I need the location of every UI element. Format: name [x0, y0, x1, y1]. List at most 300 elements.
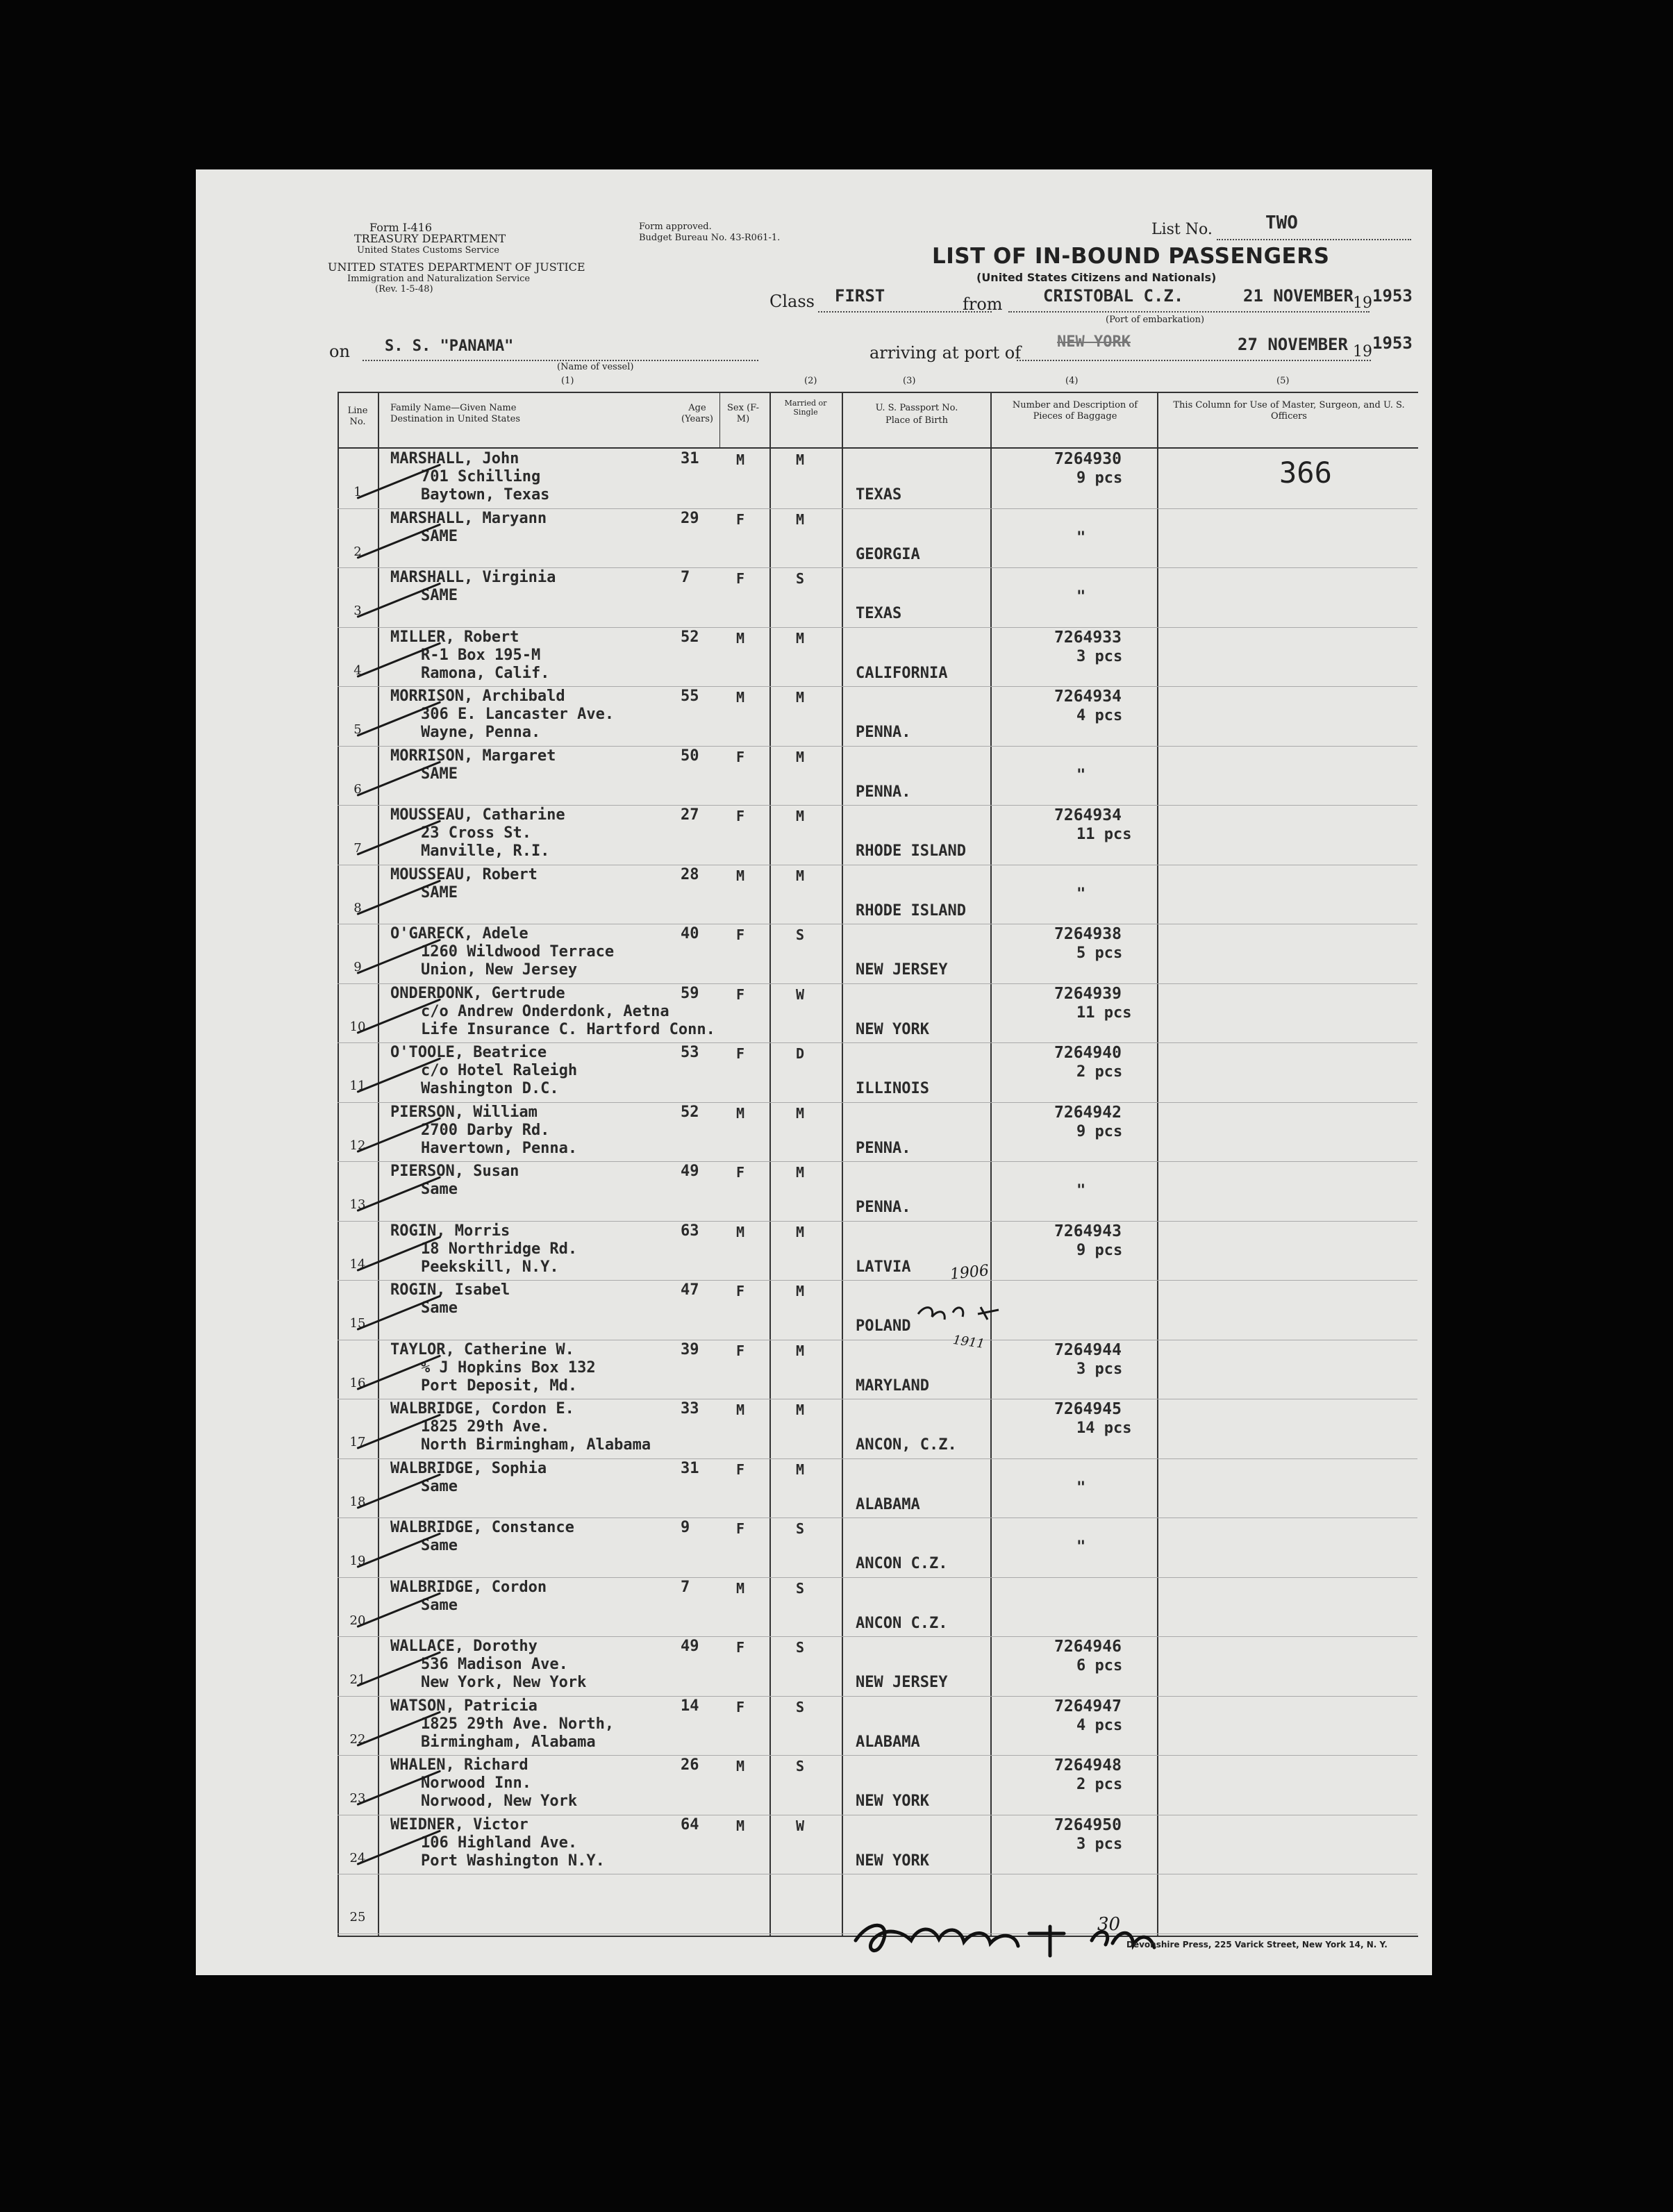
- line-number: 25: [349, 1910, 366, 1924]
- passenger-name: O'TOOLE, Beatrice: [390, 1044, 547, 1061]
- row-separator: [338, 567, 1417, 568]
- address-line-2: Ramona, Calif.: [421, 664, 550, 682]
- row-separator: [338, 1755, 1417, 1756]
- sex: F: [736, 1045, 745, 1062]
- address-line-1: 18 Northridge Rd.: [421, 1240, 578, 1258]
- address-line-2: Port Washington N.Y.: [421, 1852, 605, 1870]
- address-line-2: Norwood, New York: [421, 1793, 578, 1810]
- sex: F: [736, 570, 745, 587]
- passenger-name: ROGIN, Morris: [390, 1222, 510, 1240]
- sex: F: [736, 986, 745, 1003]
- marital-status: S: [796, 1698, 805, 1715]
- marital-status: M: [796, 1342, 805, 1359]
- place-of-birth: NEW YORK: [856, 1793, 929, 1810]
- line-number: 1: [353, 485, 362, 499]
- from-label: from: [963, 294, 1003, 314]
- signature-date: 30: [1097, 1914, 1121, 1935]
- from-line: [1008, 311, 1370, 313]
- row-separator: [338, 1696, 1417, 1697]
- col-divider: [990, 392, 992, 1937]
- passenger-name: WALBRIDGE, Constance: [390, 1519, 574, 1536]
- address-line-1: Same: [421, 1299, 458, 1317]
- address-line-1: 23 Cross St.: [421, 824, 531, 842]
- col-divider: [378, 392, 379, 1937]
- address-line-1: 1825 29th Ave. North,: [421, 1715, 615, 1733]
- age: 29: [681, 509, 699, 527]
- address-line-1: Same: [421, 1181, 458, 1198]
- row-separator: [338, 805, 1417, 806]
- passenger-name: PIERSON, William: [390, 1103, 538, 1121]
- baggage: 11 pcs: [1076, 826, 1132, 843]
- age: 63: [681, 1222, 699, 1240]
- passport-number: 7264938: [1054, 925, 1122, 943]
- line-number: 24: [349, 1850, 366, 1865]
- marital-status: M: [796, 689, 805, 706]
- line-number: 11: [349, 1079, 366, 1093]
- baggage: ": [1076, 588, 1086, 606]
- sex: M: [736, 1223, 745, 1240]
- place-of-birth: TEXAS: [856, 486, 902, 504]
- line-number: 2: [353, 544, 362, 559]
- naturalization-scribble: [911, 1299, 1022, 1340]
- age: 26: [681, 1756, 699, 1774]
- manifest-sheet: [196, 169, 1432, 1975]
- address-line-1: Same: [421, 1537, 458, 1554]
- place-of-birth: ALABAMA: [856, 1733, 920, 1751]
- sex: M: [736, 629, 745, 647]
- line-number: 9: [353, 960, 362, 974]
- embark-note: (Port of embarkation): [1106, 315, 1205, 325]
- place-of-birth: ANCON C.Z.: [856, 1555, 948, 1572]
- colnum-5: (5): [1276, 376, 1290, 386]
- address-line-2: Birmingham, Alabama: [421, 1733, 596, 1751]
- marital-status: M: [796, 629, 805, 647]
- col-divider: [842, 392, 843, 1937]
- age: 49: [681, 1163, 699, 1180]
- list-no-line: [1217, 239, 1411, 240]
- sex: M: [736, 1579, 745, 1597]
- passport-number: 7264940: [1054, 1044, 1122, 1062]
- year-prefix-2: 19: [1353, 343, 1372, 360]
- line-number: 19: [349, 1554, 366, 1568]
- col-divider: [1157, 392, 1158, 1937]
- budget-bureau: Budget Bureau No. 43-R061-1.: [639, 233, 781, 243]
- passenger-name: WATSON, Patricia: [390, 1697, 538, 1715]
- latvia-year-note: 1906: [949, 1262, 990, 1283]
- place-of-birth: MARYLAND: [856, 1377, 929, 1395]
- passport-number: 7264947: [1054, 1697, 1122, 1715]
- baggage: 3 pcs: [1076, 1835, 1123, 1853]
- passenger-name: TAYLOR, Catherine W.: [390, 1340, 574, 1358]
- passenger-name: WALLACE, Dorothy: [390, 1638, 538, 1655]
- row-separator: [338, 1102, 1417, 1103]
- place-of-birth: ANCON C.Z.: [856, 1614, 948, 1632]
- passenger-name: WEIDNER, Victor: [390, 1815, 528, 1833]
- arrival-line: [1017, 360, 1371, 361]
- vessel-line: [363, 360, 758, 361]
- marital-status: W: [796, 986, 805, 1003]
- col-divider: [769, 392, 771, 1937]
- passenger-name: WALBRIDGE, Sophia: [390, 1459, 547, 1477]
- passport-number: 7264939: [1054, 984, 1122, 1003]
- marital-status: S: [796, 1758, 805, 1774]
- colnum-4: (4): [1065, 376, 1079, 386]
- address-line-1: 1260 Wildwood Terrace: [421, 943, 615, 961]
- line-number: 8: [353, 900, 362, 915]
- age: 49: [681, 1638, 699, 1655]
- baggage: 4 pcs: [1076, 707, 1123, 724]
- row-separator: [338, 1517, 1417, 1518]
- header-destination: Destination in United States: [390, 414, 520, 424]
- row-separator: [338, 1458, 1417, 1459]
- arrival-year: 1953: [1372, 333, 1413, 353]
- passport-number: 7264946: [1054, 1638, 1122, 1656]
- header-baggage: Number and Description of Pieces of Baggage: [1012, 400, 1138, 422]
- baggage: ": [1076, 1182, 1086, 1199]
- place-of-birth: PENNA.: [856, 1199, 911, 1216]
- address-line-1: R-1 Box 195-M: [421, 646, 541, 664]
- marital-status: M: [796, 1104, 805, 1122]
- address-line-2: Washington D.C.: [421, 1080, 559, 1097]
- age: 52: [681, 1103, 699, 1121]
- place-of-birth: ANCON, C.Z.: [856, 1436, 957, 1454]
- passenger-name: MOUSSEAU, Robert: [390, 865, 538, 883]
- sex: F: [736, 1164, 745, 1181]
- age: 40: [681, 925, 699, 942]
- sex: M: [736, 451, 745, 468]
- arrival-date: 27 NOVEMBER: [1238, 335, 1348, 354]
- age: 52: [681, 628, 699, 646]
- marital-status: M: [796, 748, 805, 765]
- line-number: 10: [349, 1019, 366, 1034]
- header-birthplace: Place of Birth: [885, 415, 949, 426]
- passenger-name: WHALEN, Richard: [390, 1756, 528, 1774]
- place-of-birth: PENNA.: [856, 1139, 911, 1157]
- colnum-2: (2): [804, 376, 817, 386]
- address-line-2: New York, New York: [421, 1674, 587, 1691]
- colnum-1: (1): [561, 376, 574, 386]
- row-separator: [338, 1221, 1417, 1222]
- address-line-1: Norwood Inn.: [421, 1774, 531, 1792]
- printer-credit: Devonshire Press, 225 Varick Street, New York 14, N. Y.: [1126, 1940, 1388, 1949]
- passport-number: 7264948: [1054, 1756, 1122, 1774]
- passport-number: 7264930: [1054, 450, 1122, 468]
- passport-number: 7264942: [1054, 1103, 1122, 1122]
- sex: F: [736, 1698, 745, 1715]
- marital-status: M: [796, 808, 805, 824]
- marital-status: S: [796, 1639, 805, 1656]
- baggage: 4 pcs: [1076, 1716, 1123, 1734]
- treasury-dept: TREASURY DEPARTMENT: [354, 232, 506, 245]
- marital-status: M: [796, 510, 805, 528]
- row-separator: [338, 983, 1417, 984]
- marital-status: W: [796, 1817, 805, 1834]
- line-number: 17: [349, 1435, 366, 1449]
- age: 50: [681, 747, 699, 765]
- marital-status: M: [796, 1223, 805, 1240]
- line-number: 14: [349, 1256, 366, 1272]
- passenger-name: WALBRIDGE, Cordon E.: [390, 1400, 574, 1417]
- passenger-name: MARSHALL, Virginia: [390, 569, 556, 586]
- header-sex: Sex (F-M): [727, 403, 759, 424]
- age: 31: [681, 1459, 699, 1477]
- passenger-name: ROGIN, Isabel: [390, 1281, 510, 1299]
- row-separator: [338, 1042, 1417, 1043]
- passenger-name: PIERSON, Susan: [390, 1163, 519, 1180]
- marital-status: S: [796, 1579, 805, 1597]
- baggage: 2 pcs: [1076, 1776, 1123, 1793]
- address-line-2: Port Deposit, Md.: [421, 1377, 578, 1395]
- passport-number: 7264933: [1054, 628, 1122, 647]
- marital-status: D: [796, 1045, 805, 1062]
- line-number: 4: [353, 663, 362, 678]
- address-line-2: Manville, R.I.: [421, 842, 550, 860]
- address-line-1: c/o Andrew Onderdonk, Aetna: [421, 1002, 669, 1020]
- sex: M: [736, 1402, 745, 1418]
- place-of-birth: POLAND: [856, 1317, 911, 1335]
- sex: M: [736, 1758, 745, 1774]
- address-line-2: Havertown, Penna.: [421, 1139, 578, 1157]
- age: 55: [681, 688, 699, 705]
- revision: (Rev. 1-5-48): [375, 284, 433, 294]
- class-value: FIRST: [835, 286, 885, 306]
- baggage: ": [1076, 885, 1086, 903]
- list-no-label: List No.: [1151, 221, 1213, 238]
- header-line-no: Line No.: [347, 406, 368, 427]
- colnum-3: (3): [903, 376, 916, 386]
- address-line-1: SAME: [421, 587, 458, 604]
- passport-number: 7264934: [1054, 688, 1122, 706]
- place-of-birth: ALABAMA: [856, 1495, 920, 1513]
- sex: F: [736, 808, 745, 824]
- baggage: ": [1076, 1538, 1086, 1556]
- marital-status: M: [796, 867, 805, 884]
- passport-number: 7264950: [1054, 1815, 1122, 1834]
- place-of-birth: PENNA.: [856, 724, 911, 741]
- place-of-birth: LATVIA: [856, 1258, 911, 1276]
- address-line-1: 106 Highland Ave.: [421, 1833, 578, 1852]
- on-label: on: [329, 342, 350, 361]
- age: 7: [681, 569, 690, 586]
- poland-year-note: 1911: [951, 1332, 986, 1352]
- passenger-name: MILLER, Robert: [390, 628, 519, 646]
- sex: M: [736, 1817, 745, 1834]
- sex: F: [736, 1461, 745, 1478]
- passenger-name: ONDERDONK, Gertrude: [390, 984, 565, 1002]
- address-line-2: Baytown, Texas: [421, 486, 550, 504]
- sex: F: [736, 1520, 745, 1537]
- line-number: 15: [349, 1316, 366, 1331]
- place-of-birth: GEORGIA: [856, 545, 920, 563]
- class-label: Class: [769, 292, 815, 311]
- address-line-2: Peekskill, N.Y.: [421, 1258, 559, 1276]
- baggage: 6 pcs: [1076, 1657, 1123, 1674]
- passenger-name: MARSHALL, John: [390, 450, 519, 467]
- baggage: 9 pcs: [1076, 1241, 1123, 1259]
- address-line-1: 536 Madison Ave.: [421, 1656, 568, 1673]
- header-name: Family Name—Given Name: [390, 403, 517, 413]
- row-separator: [338, 1161, 1417, 1162]
- address-line-1: 1825 29th Ave.: [421, 1418, 550, 1436]
- baggage: 5 pcs: [1076, 945, 1123, 962]
- baggage: 14 pcs: [1076, 1420, 1132, 1437]
- place-of-birth: NEW YORK: [856, 1020, 929, 1038]
- from-port: CRISTOBAL C.Z.: [1043, 286, 1184, 306]
- baggage: ": [1076, 529, 1086, 547]
- age: 53: [681, 1044, 699, 1061]
- header-officers: This Column for Use of Master, Surgeon, and U. S. Officers: [1173, 400, 1405, 422]
- age: 39: [681, 1340, 699, 1358]
- address-line-1: 306 E. Lancaster Ave.: [421, 706, 615, 723]
- age: 28: [681, 865, 699, 883]
- age: 7: [681, 1578, 690, 1596]
- address-line-1: c/o Hotel Raleigh: [421, 1062, 578, 1079]
- sex: M: [736, 689, 745, 706]
- sex: M: [736, 1104, 745, 1122]
- address-line-1: Same: [421, 1477, 458, 1495]
- address-line-1: SAME: [421, 527, 458, 545]
- place-of-birth: PENNA.: [856, 783, 911, 801]
- age: 9: [681, 1519, 690, 1536]
- sex: F: [736, 510, 745, 528]
- sex: F: [736, 1639, 745, 1656]
- arriving-label: arriving at port of: [869, 343, 1022, 363]
- justice-dept: UNITED STATES DEPARTMENT OF JUSTICE: [328, 260, 585, 274]
- arrival-port: NEW YORK: [1057, 333, 1131, 351]
- list-no-value: TWO: [1265, 213, 1298, 233]
- header-age: Age (Years): [681, 403, 713, 424]
- vessel-name: S. S. "PANAMA": [385, 338, 514, 355]
- baggage: 2 pcs: [1076, 1063, 1123, 1081]
- header-marital: Married or Single: [784, 399, 827, 417]
- year-prefix: 19: [1353, 294, 1372, 312]
- age: 14: [681, 1697, 699, 1715]
- line-number: 23: [349, 1791, 366, 1806]
- passport-number: 7264944: [1054, 1340, 1122, 1359]
- line-number: 20: [349, 1613, 366, 1628]
- line-number: 22: [349, 1731, 366, 1747]
- age: 47: [681, 1281, 699, 1299]
- row-separator: [338, 627, 1417, 628]
- age: 33: [681, 1400, 699, 1417]
- place-of-birth: ILLINOIS: [856, 1080, 929, 1097]
- passenger-name: MOUSSEAU, Catharine: [390, 806, 565, 824]
- table-top-border: [338, 392, 1418, 393]
- line-number: 12: [349, 1138, 366, 1153]
- address-line-2: Union, New Jersey: [421, 961, 578, 979]
- passenger-name: MORRISON, Archibald: [390, 688, 565, 705]
- address-line-1: 701 Schilling: [421, 468, 541, 485]
- baggage: ": [1076, 766, 1086, 784]
- line-number: 6: [353, 781, 362, 797]
- passport-number: 7264943: [1054, 1222, 1122, 1240]
- from-date: 21 NOVEMBER: [1243, 286, 1354, 306]
- form-number: Form I-416: [369, 221, 433, 234]
- marital-status: M: [796, 1164, 805, 1181]
- address-line-1: SAME: [421, 883, 458, 901]
- from-year: 1953: [1372, 286, 1413, 306]
- place-of-birth: RHODE ISLAND: [856, 901, 966, 920]
- place-of-birth: RHODE ISLAND: [856, 842, 966, 860]
- address-line-1: SAME: [421, 765, 458, 783]
- address-line-2: Life Insurance C. Hartford Conn.: [421, 1020, 715, 1038]
- baggage: 9 pcs: [1076, 469, 1123, 487]
- marital-status: S: [796, 1520, 805, 1537]
- place-of-birth: TEXAS: [856, 605, 902, 622]
- address-line-2: North Birmingham, Alabama: [421, 1436, 651, 1454]
- marital-status: M: [796, 1283, 805, 1299]
- row-separator: [338, 686, 1417, 687]
- line-number: 5: [353, 722, 362, 737]
- form-approved: Form approved.: [639, 222, 712, 232]
- header-bottom-border: [338, 447, 1418, 449]
- table-left-border: [338, 392, 339, 1937]
- age: 31: [681, 450, 699, 467]
- baggage: 3 pcs: [1076, 647, 1123, 665]
- baggage: 3 pcs: [1076, 1360, 1123, 1378]
- form-subtitle: (United States Citizens and Nationals): [976, 271, 1217, 284]
- baggage: 11 pcs: [1076, 1004, 1132, 1022]
- address-line-1: 2700 Darby Rd.: [421, 1121, 550, 1139]
- age: 27: [681, 806, 699, 824]
- line-number: 18: [349, 1494, 366, 1509]
- age: 59: [681, 984, 699, 1002]
- line-number: 13: [349, 1197, 366, 1212]
- passenger-name: MORRISON, Margaret: [390, 747, 556, 765]
- address-line-1: % J Hopkins Box 132: [421, 1358, 596, 1377]
- baggage: ": [1076, 1479, 1086, 1497]
- line-number: 21: [349, 1672, 366, 1687]
- address-line-2: Wayne, Penna.: [421, 724, 541, 741]
- place-of-birth: NEW JERSEY: [856, 961, 948, 979]
- line-number: 16: [349, 1375, 366, 1390]
- marital-status: S: [796, 570, 805, 587]
- col-divider: [719, 392, 720, 447]
- age: 64: [681, 1815, 699, 1833]
- address-line-1: Same: [421, 1596, 458, 1614]
- row-separator: [338, 1577, 1417, 1578]
- passenger-name: WALBRIDGE, Cordon: [390, 1578, 547, 1596]
- sex: F: [736, 1342, 745, 1359]
- ins-service: Immigration and Naturalization Service: [347, 274, 531, 284]
- marital-status: M: [796, 1402, 805, 1418]
- place-of-birth: CALIFORNIA: [856, 664, 948, 682]
- customs-service: United States Customs Service: [357, 245, 499, 256]
- vessel-note: (Name of vessel): [557, 362, 634, 372]
- marital-status: S: [796, 926, 805, 943]
- marital-status: M: [796, 1461, 805, 1478]
- row-separator: [338, 1280, 1417, 1281]
- place-of-birth: NEW YORK: [856, 1852, 929, 1870]
- sex: M: [736, 867, 745, 884]
- row-separator: [338, 746, 1417, 747]
- header-passport: U. S. Passport No.: [875, 403, 958, 413]
- passport-number: 7264934: [1054, 806, 1122, 824]
- sex: F: [736, 748, 745, 765]
- place-of-birth: NEW JERSEY: [856, 1674, 948, 1691]
- row-separator: [338, 508, 1417, 509]
- officer-number: 366: [1279, 456, 1332, 490]
- form-title: LIST OF IN-BOUND PASSENGERS: [932, 244, 1330, 269]
- marital-status: M: [796, 451, 805, 468]
- row-separator: [338, 1636, 1417, 1637]
- baggage: 9 pcs: [1076, 1122, 1123, 1140]
- passenger-table: [338, 392, 1418, 1937]
- sex: F: [736, 1283, 745, 1299]
- passport-number: 7264945: [1054, 1400, 1122, 1418]
- sex: F: [736, 926, 745, 943]
- passenger-name: O'GARECK, Adele: [390, 925, 528, 942]
